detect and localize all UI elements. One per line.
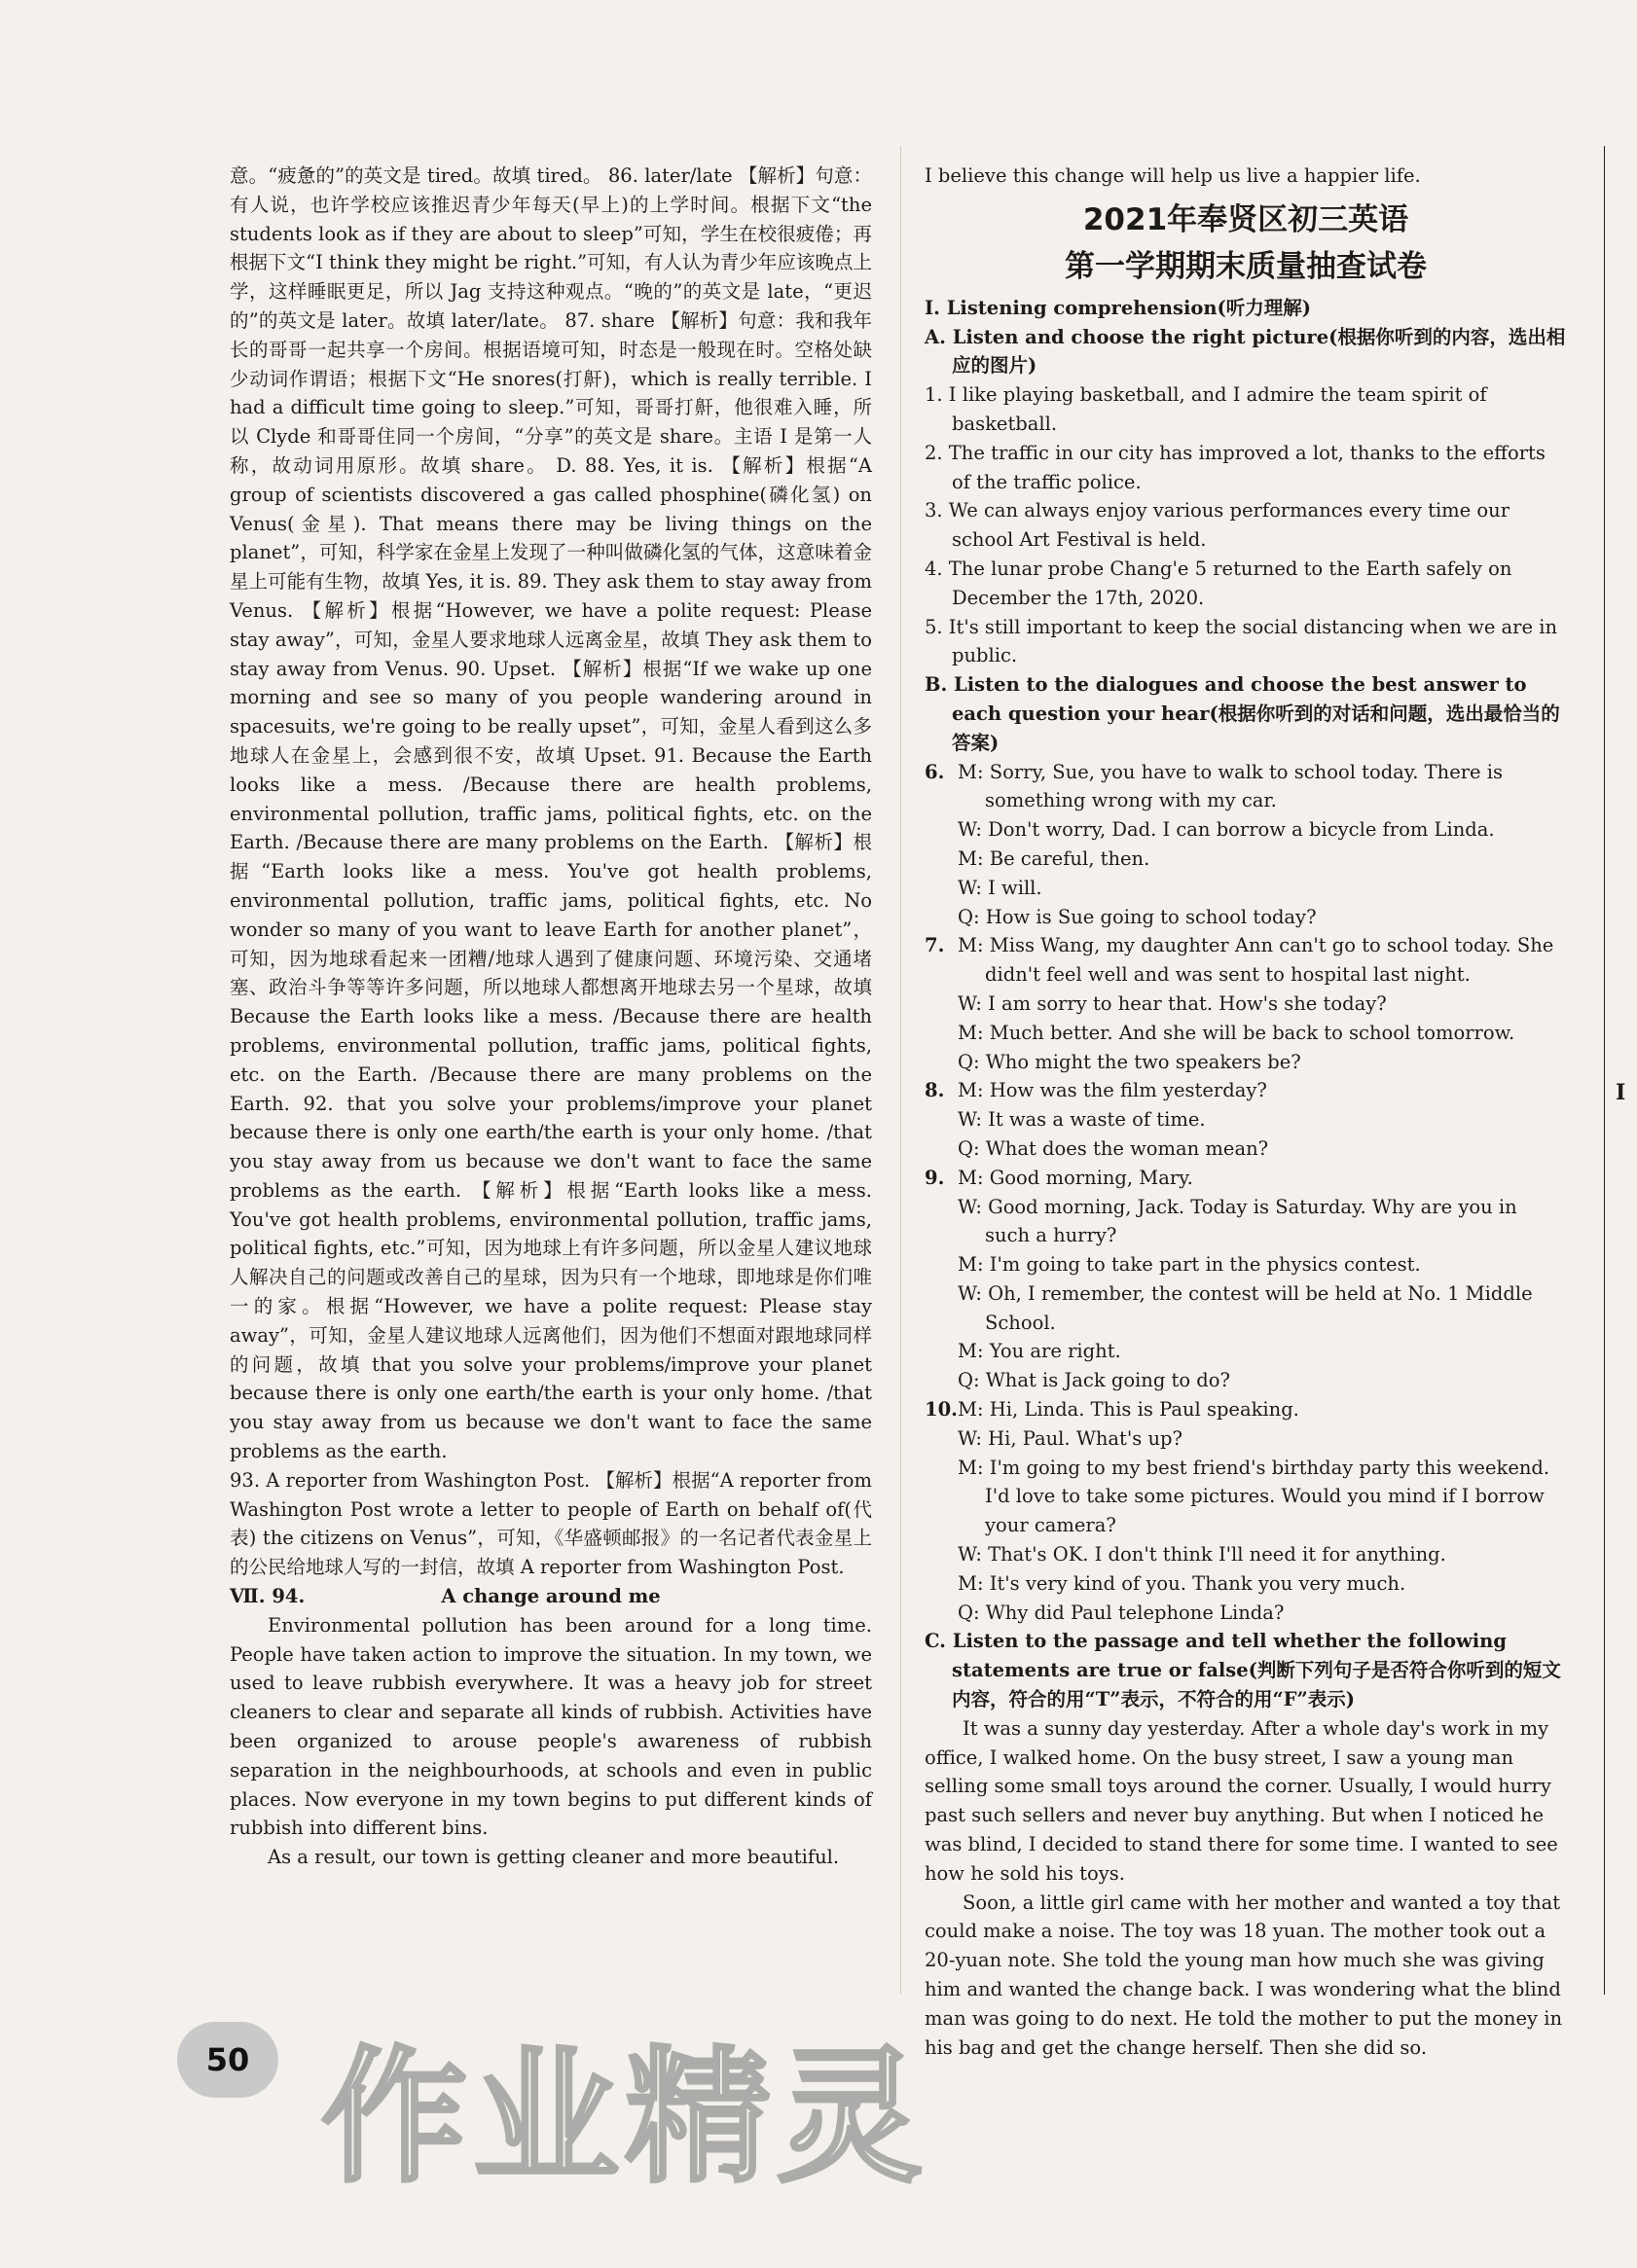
dialogue-line: Q: What does the woman mean?	[958, 1136, 1269, 1160]
page-edge-rule	[1604, 146, 1605, 1995]
dialogue-line: W: Oh, I remember, the contest will be held at No. 1 Middle School.	[958, 1281, 1533, 1334]
dialogue-number: 9.	[925, 1166, 945, 1189]
dialogue-line: M: How was the film yesterday?	[958, 1079, 1267, 1102]
part-a-items	[925, 380, 1567, 670]
dialogue	[925, 1164, 1567, 1395]
part-b-heading: B. Listen to the dialogues and choose the best answer to each question your hear(根据你听到的对话和问题，选出最恰当的答案)	[925, 673, 1560, 754]
composition-ending: I believe this change will help us live a happier life.	[925, 164, 1421, 187]
dialogue-line: Q: What is Jack going to do?	[958, 1369, 1230, 1392]
list-item: 1. I like playing basketball, and I admire the team spirit of basketball.	[925, 383, 1487, 435]
dialogue-line: M: You are right.	[958, 1340, 1121, 1363]
right-column	[925, 162, 1567, 2062]
dialogue-number: 6.	[925, 760, 945, 783]
edge-mark: I	[1616, 1080, 1626, 1105]
list-item: 4. The lunar probe Chang'e 5 returned to the Earth safely on December the 17th, 2020.	[925, 557, 1512, 609]
dialogue-number: 7.	[925, 934, 945, 957]
dialogue	[925, 1076, 1567, 1163]
composition-paragraph-2: As a result, our town is getting cleaner and more beautiful.	[268, 1846, 840, 1869]
list-item: 3. We can always enjoy various performances every time our school Art Festival is held.	[925, 499, 1510, 552]
dialogue-line: M: Hi, Linda. This is Paul speaking.	[958, 1398, 1299, 1422]
dialogue-line: W: I am sorry to hear that. How's she today?	[958, 991, 1387, 1015]
dialogue	[925, 758, 1567, 932]
composition-title: A change around me	[441, 1585, 661, 1608]
list-item: 5. It's still important to keep the social distancing when we are in public.	[925, 615, 1558, 667]
dialogue-line: M: Be careful, then.	[958, 846, 1150, 870]
list-item: 2. The traffic in our city has improved a lot, thanks to the efforts of the traffic police.	[925, 441, 1546, 493]
dialogue-line: W: Hi, Paul. What's up?	[958, 1426, 1182, 1450]
section-1-heading: Ⅰ. Listening comprehension(听力理解)	[925, 296, 1312, 319]
dialogue-line: W: It was a waste of time.	[958, 1108, 1206, 1132]
dialogue-line: M: It's very kind of you. Thank you very much.	[958, 1571, 1406, 1595]
dialogue-list	[925, 758, 1567, 1628]
dialogue-line: M: I'm going to my best friend's birthday party this weekend. I'd love to take some pictures. Would you mind if I borrow your camera?	[958, 1456, 1550, 1537]
dialogue-line: M: Much better. And she will be back to school tomorrow.	[958, 1021, 1515, 1044]
left-column	[230, 162, 872, 1872]
composition-number: Ⅶ. 94.	[230, 1585, 306, 1608]
dialogue-line: Q: Who might the two speakers be?	[958, 1050, 1301, 1073]
dialogue-line: M: I'm going to take part in the physics contest.	[958, 1253, 1421, 1277]
dialogue-line: W: Don't worry, Dad. I can borrow a bicycle from Linda.	[958, 818, 1495, 842]
composition-paragraph-1: Environmental pollution has been around for a long time. People have taken action to improve the situation. In my town, we used to leave rubbish everywhere. It was a heavy job for street cleaners to clear and separate all kinds of rubbish. Activities have been organized to arouse people's awareness of rubbish separation in the neighbourhoods, at schools and even in public places. Now everyone in my town begins to put different kinds of rubbish into different bins.	[230, 1613, 872, 1840]
exam-title-line-1: 2021年奉贤区初三英语	[1082, 201, 1409, 237]
dialogue-line: Q: Why did Paul telephone Linda?	[958, 1601, 1285, 1624]
dialogue-line: W: I will.	[958, 876, 1042, 899]
composition-heading	[230, 1582, 872, 1611]
part-c-heading: C. Listen to the passage and tell whether the following statements are true or false(判断下列句子是否符合你听到的短文内容，符合的用“T”表示，不符合的用“F”表示)	[925, 1630, 1561, 1711]
passage-paragraph-2: Soon, a little girl came with her mother and wanted a toy that could make a noise. The toy was 18 yuan. The mother took out a 20-yuan note. She told the young man how much she was giving him and wanted the change back. I was wondering what the blind man was going to do next. He told the mother to put the money in his bag and get the change herself. Then she did so.	[925, 1890, 1563, 2059]
dialogue-line: M: Good morning, Mary.	[958, 1166, 1193, 1189]
dialogue-number: 10.	[925, 1398, 958, 1422]
dialogue-line: W: That's OK. I don't think I'll need it for anything.	[958, 1543, 1446, 1566]
dialogue-line: Q: How is Sue going to school today?	[958, 905, 1317, 928]
dialogue-line: M: Sorry, Sue, you have to walk to school today. There is something wrong with my car.	[958, 760, 1504, 812]
dialogue-line: M: Miss Wang, my daughter Ann can't go to school today. She didn't feel well and was sent to hospital last night.	[958, 934, 1554, 987]
page-number: 50	[177, 2022, 278, 2098]
dialogue	[925, 931, 1567, 1076]
part-a-heading: A. Listen and choose the right picture(根据你听到的内容，选出相应的图片)	[925, 325, 1566, 378]
watermark: 作业精灵	[321, 2034, 929, 2203]
dialogue-number: 8.	[925, 1079, 945, 1102]
answer-explanations: 意。“疲惫的”的英文是 tired。故填 tired。 86. later/late 【解析】句意：有人说，也许学校应该推迟青少年每天(早上)的上学时间。根据下文“the students look as if they are about to sleep”可知，学生在校很疲倦；再根据下文“I think they might be right.”可知，有人认为青少年应该晚点上学，这样睡眠更足，所以 Jag 支持这种观点。“晚的”的英文是 late，“更迟的”的英文是 later。故填 later/late。 87. share 【解析】句意：我和我年长的哥哥一起共享一个房间。根据语境可知，时态是一般现在时。空格处缺少动词作谓语；根据下文“He snores(打鼾)，which is really terrible. I had a difficult time going to sleep.”可知，哥哥打鼾，他很难入睡，所以 Clyde 和哥哥住同一个房间，“分享”的英文是 share。主语 I 是第一人称，故动词用原形。故填 share。 D. 88. Yes, it is. 【解析】根据“A group of scientists discovered a gas called phosphine(磷化氢) on Venus(金星). That means there may be living things on the planet”，可知，科学家在金星上发现了一种叫做磷化氢的气体，这意味着金星上可能有生物，故填 Yes, it is. 89. They ask them to stay away from Venus. 【解析】根据“However, we have a polite request: Please stay away”，可知，金星人要求地球人远离金星，故填 They ask them to stay away from Venus. 90. Upset. 【解析】根据“If we wake up one morning and see so many of you people wandering around in spacesuits, we're going to be really upset”，可知，金星人看到这么多地球人在金星上，会感到很不安，故填 Upset. 91. Because the Earth looks like a mess. /Because there are health problems, environmental pollution, traffic jams, political fights, etc. on the Earth. /Because there are many problems on the Earth. 【解析】根据“Earth looks like a mess. You've got health problems, environmental pollution, traffic jams, political fights, etc. No wonder so many of you want to leave Earth for another planet”，可知，因为地球看起来一团糟/地球人遇到了健康问题、环境污染、交通堵塞、政治斗争等等许多问题，所以地球人都想离开地球去另一个星球，故填 Because the Earth looks like a mess. /Because there are health problems, environmental pollution, traffic jams, political fights, etc. on the Earth. /Because there are many problems on the Earth. 92. that you solve your problems/improve your planet because there is only one earth/the earth is your only home. /that you stay away from us because we don't want to face the same problems as the earth. 【解析】根据“Earth looks like a mess. You've got health problems, environmental pollution, traffic jams, political fights, etc.”可知，因为地球上有许多问题，所以金星人建议地球人解决自己的问题或改善自己的星球，因为只有一个地球，即地球是你们唯一的家。根据“However, we have a polite request: Please stay away”，可知，金星人建议地球人远离他们，因为他们不想面对跟地球同样的问题，故填 that you solve your problems/improve your planet because there is only one earth/the earth is your only home. /that you stay away from us because we don't want to face the same problems as the earth.	[230, 164, 872, 1463]
column-divider	[900, 146, 901, 1995]
dialogue	[925, 1395, 1567, 1627]
answer-93: 93. A reporter from Washington Post. 【解析】根据“A reporter from Washington Post wrote a letter to people of Earth on behalf of(代表) the citizens on Venus”，可知，《华盛顿邮报》的一名记者代表金星上的公民给地球人写的一封信，故填 A reporter from Washington Post.	[230, 1468, 872, 1579]
passage-paragraph-1: It was a sunny day yesterday. After a whole day's work in my office, I walked home. On the busy street, I saw a young man selling some small toys around the corner. Usually, I would hurry past such sellers and never buy anything. But when I noticed he was blind, I decided to stand there for some time. I wanted to see how he sold his toys.	[925, 1716, 1558, 1885]
exam-title	[925, 197, 1567, 290]
exam-title-line-2: 第一学期期末质量抽查试卷	[1065, 248, 1427, 284]
dialogue-line: W: Good morning, Jack. Today is Saturday. Why are you in such a hurry?	[958, 1195, 1517, 1247]
